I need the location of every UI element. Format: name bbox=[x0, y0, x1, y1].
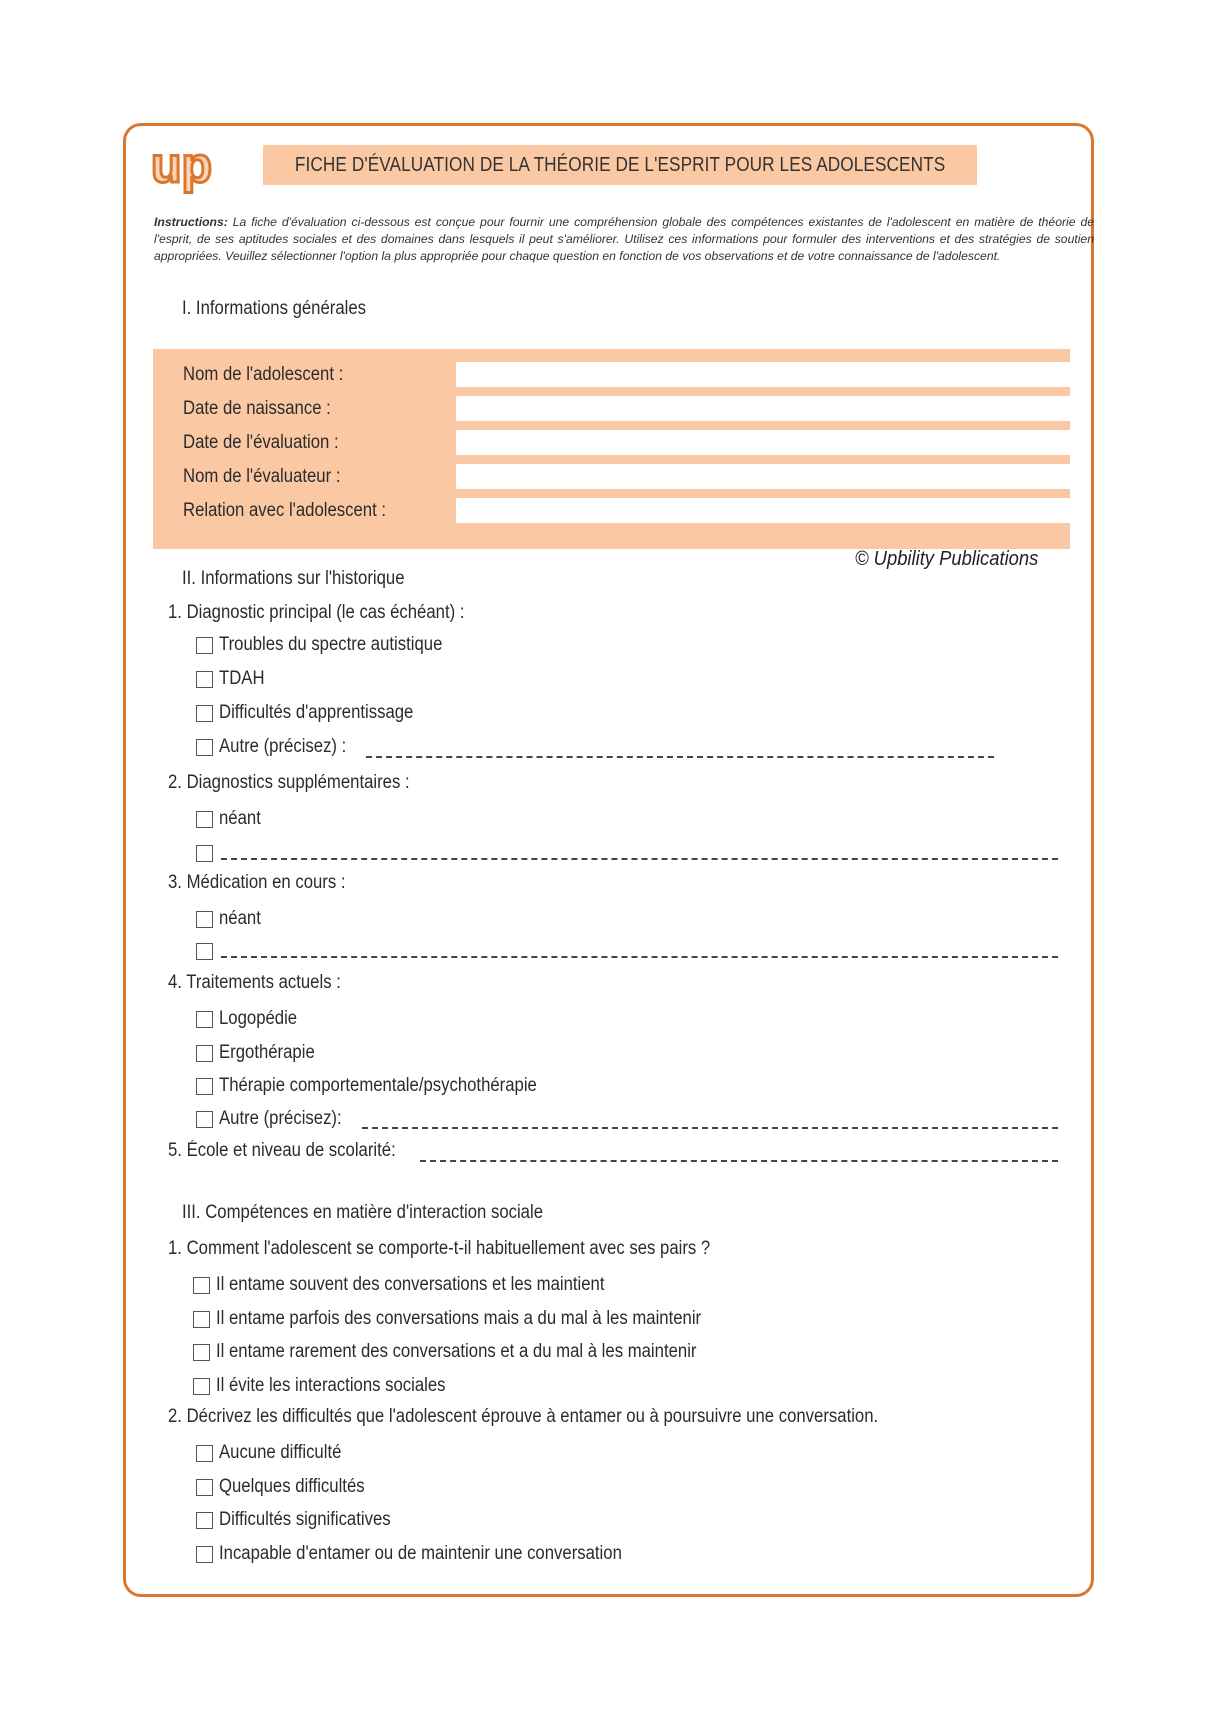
option-label: Aucune difficulté bbox=[219, 1442, 342, 1463]
checkbox[interactable] bbox=[196, 1479, 213, 1496]
option-label: Il évite les interactions sociales bbox=[216, 1375, 446, 1396]
other-treatment-blank[interactable] bbox=[362, 1127, 1058, 1129]
title-banner bbox=[263, 145, 977, 185]
relation-input[interactable] bbox=[456, 498, 1088, 523]
checkbox[interactable] bbox=[196, 1078, 213, 1095]
option-label: Logopédie bbox=[219, 1008, 298, 1029]
field-label: Date de l'évaluation : bbox=[183, 432, 339, 453]
option-label: TDAH bbox=[219, 668, 265, 689]
checkbox[interactable] bbox=[193, 1311, 210, 1328]
question-current-treatments: 4. Traitements actuels : bbox=[168, 972, 341, 993]
option-significant-difficulties[interactable] bbox=[196, 1507, 414, 1533]
school-level-blank[interactable] bbox=[420, 1160, 1058, 1162]
option-asd[interactable] bbox=[196, 632, 473, 658]
option-speech-therapy[interactable] bbox=[196, 1006, 308, 1032]
field-label: Nom de l'évaluateur : bbox=[183, 466, 341, 487]
upbility-logo bbox=[148, 134, 218, 204]
general-info-box bbox=[153, 349, 1070, 549]
field-row-evaluator bbox=[183, 464, 1070, 490]
checkbox[interactable] bbox=[196, 739, 213, 756]
checkbox[interactable] bbox=[196, 1111, 213, 1128]
option-avoids-interactions[interactable] bbox=[193, 1373, 477, 1399]
section-3-title: III. Compétences en matière d'interaction sociale bbox=[182, 1202, 544, 1223]
option-none[interactable] bbox=[196, 806, 267, 832]
option-label: néant bbox=[219, 908, 261, 929]
other-diagnosis-blank[interactable] bbox=[366, 756, 994, 758]
option-label: Incapable d'entamer ou de maintenir une conversation bbox=[219, 1543, 622, 1564]
section-1-title: I. Informations générales bbox=[182, 298, 367, 319]
question-conversation-difficulties: 2. Décrivez les difficultés que l'adolescent éprouve à entamer ou à poursuivre une conversation. bbox=[168, 1406, 879, 1427]
option-label: Il entame souvent des conversations et les maintient bbox=[216, 1274, 605, 1295]
page-title: FICHE D'ÉVALUATION DE LA THÉORIE DE L'ESPRIT POUR LES ADOLESCENTS bbox=[294, 153, 946, 176]
question-primary-diagnosis: 1. Diagnostic principal (le cas échéant) : bbox=[168, 602, 465, 623]
birthdate-input[interactable] bbox=[456, 396, 1088, 421]
checkbox[interactable] bbox=[196, 1445, 213, 1462]
instructions-text: La fiche d'évaluation ci-dessous est conçue pour fournir une compréhension globale des compétences existantes de l'adolescent en matière de théorie de l'esprit, de ses aptitudes sociales et des domaines dans lesquels il peut s'améliorer. Utilisez ces informations pour formuler des interventions et des stratégies de soutien appropriées. Veuillez sélectionner l'option la plus appropriée pour chaque question en fonction de vos observations et de votre connaissance de l'adolescent. bbox=[154, 215, 1094, 263]
section-2-title: II. Informations sur l'historique bbox=[182, 568, 405, 589]
checkbox[interactable] bbox=[193, 1277, 210, 1294]
option-label: Thérapie comportementale/psychothérapie bbox=[219, 1075, 537, 1096]
field-row-eval-date bbox=[183, 430, 1070, 456]
option-sometimes-initiates[interactable] bbox=[193, 1306, 767, 1332]
question-medication: 3. Médication en cours : bbox=[168, 872, 346, 893]
field-row-name bbox=[183, 362, 1070, 388]
option-adhd[interactable] bbox=[196, 666, 271, 692]
checkbox[interactable] bbox=[196, 1045, 213, 1062]
option-occupational-therapy[interactable] bbox=[196, 1040, 328, 1066]
checkbox[interactable] bbox=[196, 943, 213, 960]
medication-blank[interactable] bbox=[221, 956, 1058, 958]
field-row-birthdate bbox=[183, 396, 1070, 422]
option-label: Difficultés d'apprentissage bbox=[219, 702, 414, 723]
checkbox[interactable] bbox=[196, 811, 213, 828]
option-label: Il entame parfois des conversations mais a du mal à les maintenir bbox=[216, 1308, 702, 1329]
option-label: Troubles du spectre autistique bbox=[219, 634, 443, 655]
option-no-difficulty[interactable] bbox=[196, 1440, 358, 1466]
checkbox[interactable] bbox=[196, 911, 213, 928]
option-some-difficulties[interactable] bbox=[196, 1474, 384, 1500]
checkbox[interactable] bbox=[196, 845, 213, 862]
option-behavioral-therapy[interactable] bbox=[196, 1073, 580, 1099]
checkbox[interactable] bbox=[196, 1546, 213, 1563]
evaluator-name-input[interactable] bbox=[456, 464, 1088, 489]
option-label: Il entame rarement des conversations et a du mal à les maintenir bbox=[216, 1341, 697, 1362]
question-additional-diagnoses: 2. Diagnostics supplémentaires : bbox=[168, 772, 410, 793]
option-label: Autre (précisez): bbox=[219, 1108, 342, 1129]
option-label: néant bbox=[219, 808, 261, 829]
option-unable-to-converse[interactable] bbox=[196, 1541, 677, 1567]
option-other-diagnosis[interactable] bbox=[196, 734, 364, 760]
instructions-lead: Instructions: bbox=[154, 215, 228, 229]
option-often-initiates[interactable] bbox=[193, 1272, 657, 1298]
checkbox[interactable] bbox=[193, 1378, 210, 1395]
adolescent-name-input[interactable] bbox=[456, 362, 1088, 387]
option-none[interactable] bbox=[196, 906, 267, 932]
question-school-level: 5. École et niveau de scolarité: bbox=[168, 1140, 396, 1161]
svg-text:up: up bbox=[151, 137, 213, 193]
option-label: Quelques difficultés bbox=[219, 1476, 365, 1497]
option-other-medication[interactable] bbox=[196, 938, 219, 964]
copyright-notice: © Upbility Publications bbox=[855, 548, 1039, 570]
checkbox[interactable] bbox=[193, 1344, 210, 1361]
option-rarely-initiates[interactable] bbox=[193, 1339, 762, 1365]
field-label: Date de naissance : bbox=[183, 398, 331, 419]
field-label: Relation avec l'adolescent : bbox=[183, 500, 387, 521]
checkbox[interactable] bbox=[196, 1512, 213, 1529]
additional-diagnoses-blank[interactable] bbox=[221, 858, 1058, 860]
field-label: Nom de l'adolescent : bbox=[183, 364, 344, 385]
checkbox[interactable] bbox=[196, 705, 213, 722]
checkbox[interactable] bbox=[196, 1011, 213, 1028]
instructions bbox=[154, 214, 1094, 265]
checkbox[interactable] bbox=[196, 637, 213, 654]
evaluation-date-input[interactable] bbox=[456, 430, 1088, 455]
question-peer-behavior: 1. Comment l'adolescent se comporte-t-il habituellement avec ses pairs ? bbox=[168, 1238, 711, 1259]
option-label: Difficultés significatives bbox=[219, 1509, 391, 1530]
checkbox[interactable] bbox=[196, 671, 213, 688]
field-row-relation bbox=[183, 498, 1070, 524]
option-other-treatment[interactable] bbox=[196, 1106, 358, 1132]
option-other-additional[interactable] bbox=[196, 840, 219, 866]
option-label: Ergothérapie bbox=[219, 1042, 315, 1063]
option-label: Autre (précisez) : bbox=[219, 736, 347, 757]
option-learning-difficulties[interactable] bbox=[196, 700, 440, 726]
